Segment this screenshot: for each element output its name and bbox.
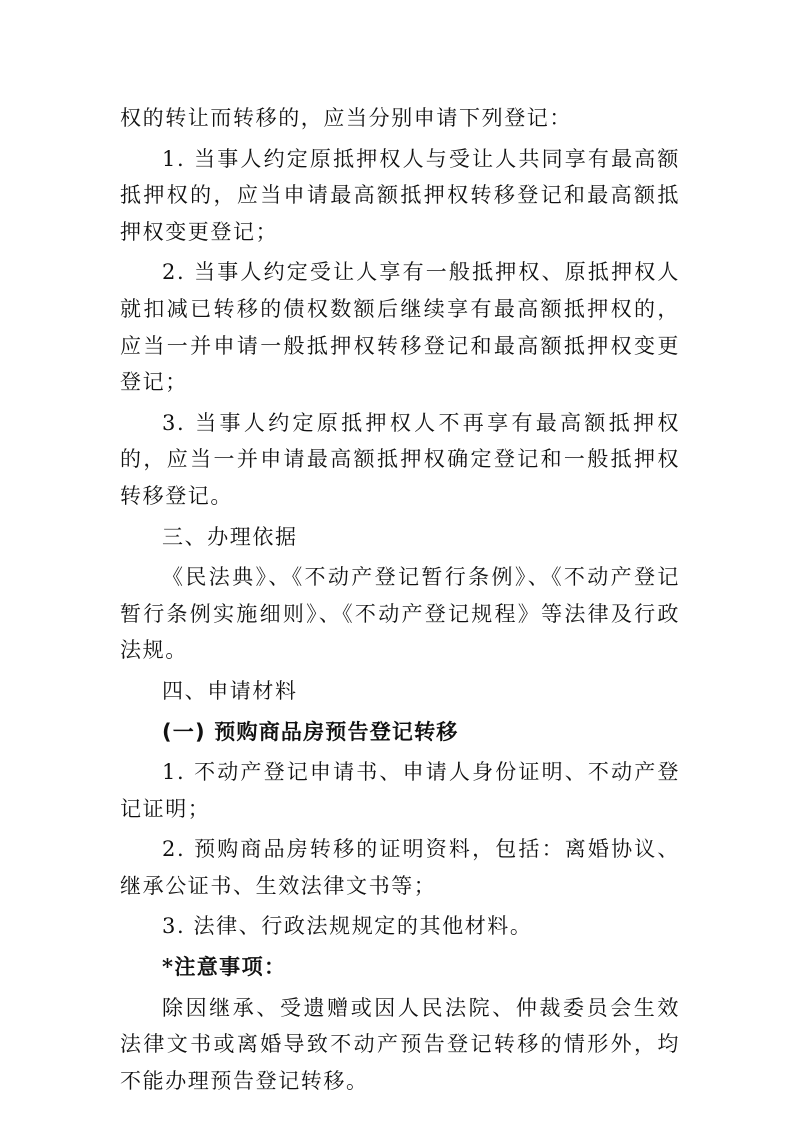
notice-title: *注意事项： (162, 954, 287, 980)
document-body (120, 100, 680, 1099)
paragraph-item-2: 2. 当事人约定受让人享有一般抵押权、原抵押权人就扣减已转移的债权数额后继续享有最高额抵押权的，应当一并申请一般抵押权转移登记和最高额抵押权变更登记； (120, 260, 680, 395)
notice-body: 除因继承、受遗赠或因人民法院、仲裁委员会生效法律文书或离婚导致不动产预告登记转移的情形外，均不能办理预告登记转移。 (120, 995, 680, 1093)
paragraph-item-3: 3. 当事人约定原抵押权人不再享有最高额抵押权的，应当一并申请最高额抵押权确定登记和一般抵押权转移登记。 (120, 410, 680, 508)
material-item-2: 2. 预购商品房转移的证明资料，包括：离婚协议、继承公证书、生效法律文书等； (120, 837, 680, 898)
section-heading-materials: 四、申请材料 (162, 678, 298, 703)
subsection-heading-presale: (一) 预购商品房预告登记转移 (162, 719, 459, 744)
paragraph-continuation: 权的转让而转移的，应当分别申请下列登记： (120, 106, 572, 130)
section-heading-basis: 三、办理依据 (162, 524, 298, 549)
material-item-3: 3. 法律、行政法规规定的其他材料。 (162, 914, 533, 939)
material-item-1: 1. 不动产登记申请书、申请人身份证明、不动产登记证明； (120, 760, 680, 821)
paragraph-legal-basis: 《民法典》、《不动产登记暂行条例》、《不动产登记暂行条例实施细则》、《不动产登记规程》等法律及行政法规。 (120, 565, 680, 663)
paragraph-item-1: 1. 当事人约定原抵押权人与受让人共同享有最高额抵押权的，应当申请最高额抵押权转移登记和最高额抵押权变更登记； (120, 146, 680, 244)
